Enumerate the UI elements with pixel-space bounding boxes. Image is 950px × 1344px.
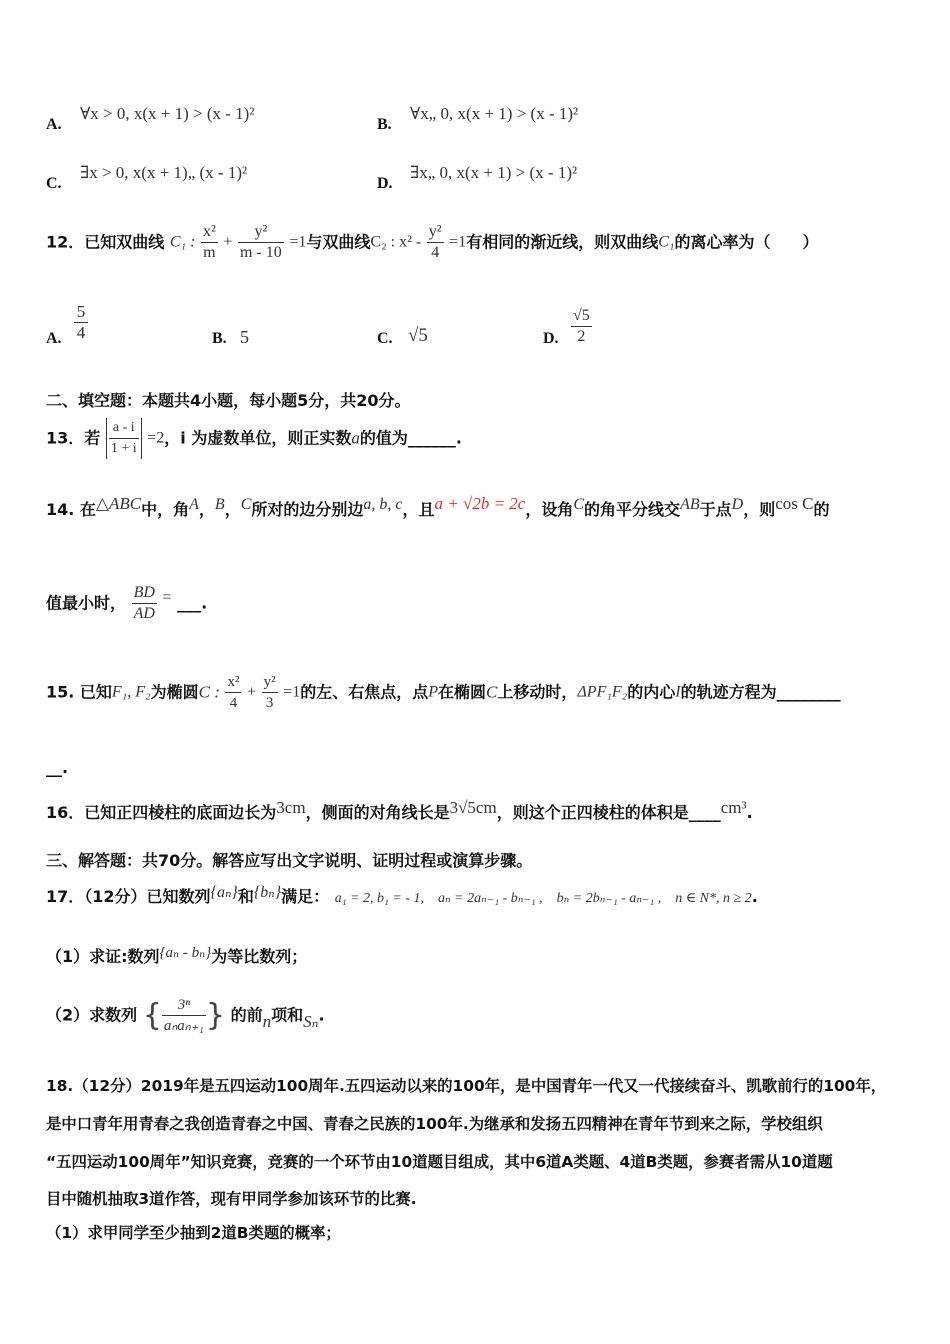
q13-mid: ，i 为虚数单位，则正实数 (164, 428, 352, 448)
q11-option-c-label: C. (46, 175, 62, 192)
q11-option-c: ∃x > 0, x(x + 1)„ (x - 1)² (80, 163, 248, 182)
question-13 (46, 418, 462, 459)
q13-abs: $\frac{a - i}{1 + i}$ (106, 418, 142, 459)
q12-suffix2: 的离心率为（ ） (674, 232, 819, 252)
q12-fraction-3: $\frac{\text{y²}}{4}$ (428, 223, 442, 261)
q11-option-a-label: A. (46, 116, 62, 133)
q12-option-a-label: A. (46, 330, 62, 347)
q17-part-2: （2）求数列 { $\frac{\text{3ⁿ}}{\text{aₙaₙ₊₁}}$ } 的前n项和Sₙ. (46, 997, 325, 1034)
q18-line-3: “五四运动100周年”知识竞赛，竞赛的一个环节由10道题目组成，其中6道A类题、4道B类题，参赛者需从10道题 (46, 1153, 833, 1171)
q12-option-b-label: B. (212, 330, 227, 347)
question-17: 17．（12分）已知数列{aₙ}和{bₙ}满足： a₁ = 2, b₁ = - 1, aₙ = 2aₙ₋₁ - bₙ₋₁ , bₙ = 2bₙ₋₁ - aₙ₋₁ , n ∈ N*, n ≥ 2. (46, 884, 758, 906)
q13-var: a (351, 428, 360, 448)
question-16: 16．已知正四棱柱的底面边长为3cm，侧面的对角线长是3√5cm，则这个正四棱柱的体积是____cm³. (46, 798, 753, 822)
q12-option-d: $\frac{√5}{2}$ (573, 307, 590, 345)
q18-line-4: 目中随机抽取3道作答，现有甲同学参加该环节的比赛. (46, 1190, 417, 1208)
q12-eq1: =1 (289, 233, 307, 251)
q15-fraction-2: $\frac{\text{y²}}{3}$ (263, 674, 276, 711)
q14-condition: a + √2b = 2c (434, 494, 526, 513)
q11-option-d-label: D. (377, 175, 393, 192)
question-12 (46, 222, 818, 263)
q17-part-1: （1）求证:数列{aₙ - bₙ}为等比数列； (46, 945, 308, 966)
q11-option-b-label: B. (377, 116, 392, 133)
q11-option-d: ∃x„ 0, x(x + 1) > (x - 1)² (410, 163, 578, 182)
q12-option-a: 5 4 (74, 302, 88, 343)
q12-eq2: =1 (449, 233, 467, 251)
q12-mid: 与双曲线 (306, 232, 371, 252)
q12-c1-lead: C₁ : (169, 233, 196, 251)
q11-option-b: ∀x„ 0, x(x + 1) > (x - 1)² (410, 104, 579, 123)
q12-option-c: √5 (408, 325, 428, 346)
q18-line-1: 18.（12分）2019年是五四运动100周年.五四运动以来的100年，是中国青年一代又一代接续奋斗、凯歌前行的100年， (46, 1077, 887, 1095)
q17-condition: a₁ = 2, b₁ = - 1, aₙ = 2aₙ₋₁ - bₙ₋₁ , bₙ = 2bₙ₋₁ - aₙ₋₁ , n ∈ N*, n ≥ 2 (334, 891, 752, 906)
q14-fraction: $\frac{BD}{AD}$ (133, 584, 155, 622)
q14-triangle: △ABC (95, 494, 142, 513)
q12-prefix: 12．已知双曲线 (46, 232, 165, 252)
q12-option-d-label: D. (543, 330, 559, 347)
q15-fraction-1: $\frac{\text{x²}}{4}$ (227, 674, 240, 711)
question-15: 15. 已知F₁, F₂为椭圆C : $\frac{\text{x²}}{4}$ + $\frac{\text{y²}}{3}$ =1的左、右焦点，点P在椭圆C上移动时，ΔPF₁F₂的内心I的轨迹方程为________ (46, 674, 841, 711)
section-3-heading: 三、解答题：共70分。解答应写出文字说明、证明过程或演算步骤。 (46, 851, 533, 870)
question-15-line-2: __. (46, 758, 69, 777)
q12-c2: C₂ : x² - (370, 233, 422, 251)
q12-option-c-label: C. (377, 330, 393, 347)
q11-option-a: ∀x > 0, x(x + 1) > (x - 1)² (80, 104, 255, 123)
q12-fraction-2: $\frac{\text{y²}}{m - 10}$ (239, 223, 282, 261)
q12-plus: + (223, 233, 233, 251)
q12-option-b: 5 (240, 327, 249, 347)
q13-prefix: 13．若 (46, 428, 101, 448)
q18-line-2: 是中口青年用青春之我创造青春之中国、青春之民族的100年.为继承和发扬五四精神在青年节到来之际，学校组织 (46, 1115, 823, 1133)
q13-eq: =2 (147, 429, 165, 447)
q12-fraction-1: $\frac{\text{x²}}{m}$ (203, 223, 216, 261)
section-2-heading: 二、填空题：本题共4小题，每小题5分，共20分。 (46, 391, 411, 410)
question-14: 14. 在△ABC中，角A，B，C所对的边分别边a, b, c，且a + √2b = 2c，设角C的角平分线交AB于点D，则cos C的 (46, 494, 830, 519)
q17-fraction: $\frac{\text{3ⁿ}}{\text{aₙaₙ₊₁}}$ (163, 997, 204, 1034)
q12-c1: C₁ (658, 233, 675, 251)
q13-suffix: 的值为______. (359, 428, 462, 448)
q18-part-1: （1）求甲同学至少抽到2道B类题的概率； (46, 1224, 341, 1242)
question-14-line-2: 值最小时， $\frac{BD}{AD}$ = ___. (46, 584, 208, 622)
q12-suffix1: 有相同的渐近线，则双曲线 (466, 232, 659, 252)
